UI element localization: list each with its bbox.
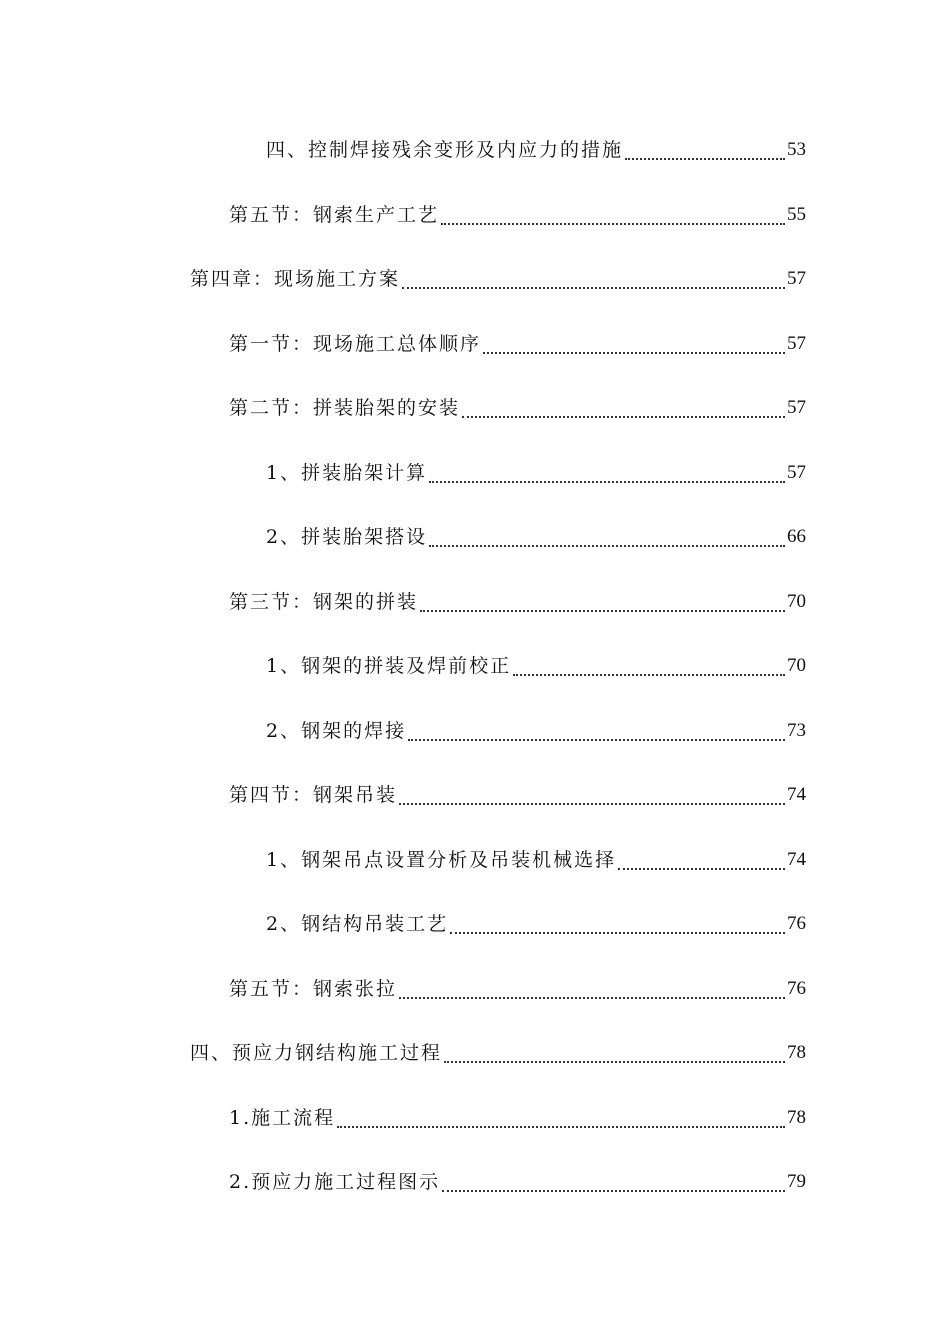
toc-entry[interactable]: [0, 838, 950, 903]
toc-entry[interactable]: [0, 322, 950, 387]
toc-page-number: 73: [787, 719, 806, 741]
toc-page-number: 78: [787, 1106, 806, 1128]
toc-entry[interactable]: [0, 386, 950, 451]
toc-entry-title: 1、钢架吊点设置分析及吊装机械选择: [266, 848, 617, 871]
toc-leader-dots: [444, 1031, 785, 1063]
toc-page-number: 74: [787, 784, 806, 805]
toc-entry[interactable]: [0, 1160, 950, 1225]
toc-entry[interactable]: [0, 128, 950, 193]
toc-entry[interactable]: [0, 515, 950, 580]
toc-page-number: 66: [787, 526, 806, 547]
toc-entry-title: 2、钢架的焊接: [266, 719, 407, 742]
toc-page-number: 57: [787, 461, 806, 483]
toc-entry[interactable]: [0, 1096, 950, 1161]
toc-entry-title: 第二节：拼装胎架的安装: [229, 397, 461, 419]
toc-page-number: 53: [787, 139, 806, 160]
toc-entry[interactable]: [0, 580, 950, 645]
toc-page-number: 70: [787, 655, 806, 676]
toc-entry-title: 1、钢架的拼装及焊前校正: [266, 655, 512, 677]
toc-leader-dots: [618, 838, 785, 870]
toc-entry[interactable]: [0, 773, 950, 838]
toc-entry[interactable]: [0, 257, 950, 322]
toc-leader-dots: [625, 128, 785, 160]
toc-entry-title: 1、拼装胎架计算: [266, 461, 428, 484]
toc-leader-dots: [420, 580, 785, 612]
toc-page-number: 78: [787, 1042, 806, 1063]
toc-leader-dots: [408, 709, 785, 741]
toc-leader-dots: [337, 1096, 785, 1128]
toc-leader-dots: [399, 967, 785, 999]
toc-leader-dots: [399, 773, 785, 805]
toc-leader-dots: [429, 451, 785, 483]
toc-entry[interactable]: [0, 967, 950, 1032]
toc-entry-title: 1.施工流程: [229, 1106, 336, 1129]
toc-entry-title: 四、控制焊接残余变形及内应力的措施: [266, 139, 624, 161]
toc-leader-dots: [441, 193, 785, 225]
toc-leader-dots: [483, 322, 785, 354]
toc-page-number: 57: [787, 268, 806, 289]
toc-page-number: 57: [787, 332, 806, 354]
toc-entry-title: 第一节：现场施工总体顺序: [229, 332, 482, 355]
toc-page-number: 76: [787, 977, 806, 999]
toc-page-number: 79: [787, 1171, 806, 1192]
toc-leader-dots: [442, 1160, 785, 1192]
toc-entry[interactable]: [0, 193, 950, 258]
toc-entry-title: 第四章：现场施工方案: [190, 268, 401, 290]
toc-entry-title: 四、预应力钢结构施工过程: [190, 1042, 443, 1064]
table-of-contents: [0, 128, 950, 1225]
toc-leader-dots: [513, 644, 785, 676]
toc-entry[interactable]: [0, 1031, 950, 1096]
toc-page-number: 57: [787, 397, 806, 418]
toc-entry-title: 第五节：钢索生产工艺: [229, 203, 440, 226]
toc-entry[interactable]: [0, 644, 950, 709]
toc-leader-dots: [462, 386, 785, 418]
toc-entry[interactable]: [0, 709, 950, 774]
toc-entry[interactable]: [0, 451, 950, 516]
toc-page-number: 74: [787, 848, 806, 870]
toc-leader-dots: [429, 515, 785, 547]
toc-page-number: 76: [787, 913, 806, 934]
toc-entry-title: 2.预应力施工过程图示: [229, 1171, 441, 1193]
toc-entry-title: 2、钢结构吊装工艺: [266, 913, 449, 935]
toc-entry-title: 2、拼装胎架搭设: [266, 526, 428, 548]
toc-entry[interactable]: [0, 902, 950, 967]
toc-page-number: 55: [787, 203, 806, 225]
toc-entry-title: 第五节：钢索张拉: [229, 977, 398, 1000]
toc-leader-dots: [450, 902, 785, 934]
toc-page-number: 70: [787, 590, 806, 612]
toc-leader-dots: [402, 257, 785, 289]
toc-entry-title: 第三节：钢架的拼装: [229, 590, 419, 613]
toc-entry-title: 第四节：钢架吊装: [229, 784, 398, 806]
